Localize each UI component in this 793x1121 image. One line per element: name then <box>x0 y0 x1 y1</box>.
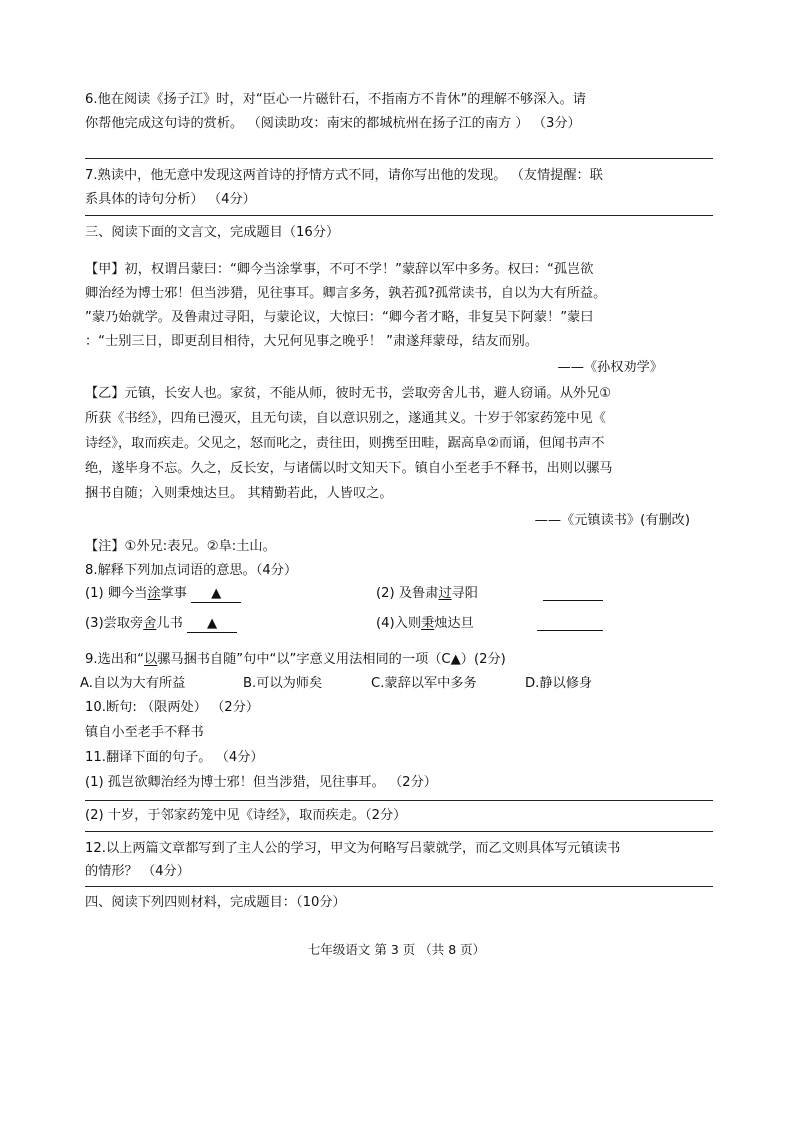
q8-item-4-prefix: (4)入则 <box>376 616 422 631</box>
q8-answer-blank-2[interactable] <box>543 586 603 601</box>
q9-option-c: C.蒙辞以军中多务 <box>371 676 477 691</box>
q11-sentence-2: (2) 十岁，于邻家药笼中见《诗经》，取而疾走。（2分） <box>85 808 407 823</box>
page-footer: 七年级语文 第 3 页 （共 8 页） <box>307 942 486 957</box>
q8-item-3-suffix: 儿书 <box>156 616 183 631</box>
divider <box>85 886 713 887</box>
jia-line-2: 卿治经为博士邪！但当涉猎，见往事耳。卿言多务，孰若孤?孤常读书，自以为大有所益。 <box>85 286 607 301</box>
jia-line-3: ”蒙乃始就学。及鲁肃过寻阳，与蒙论议，大惊曰：“卿今者才略，非复吴下阿蒙！”蒙曰 <box>85 310 594 325</box>
jia-source: ——《孙权劝学》 <box>557 360 663 375</box>
q8-item-1-prefix: (1) 卿今当 <box>85 586 148 601</box>
q8-item-4-dotted-word: 秉 <box>421 616 435 631</box>
q6-line-2: 你帮他完成这句诗的赏析。 （阅读助攻：南宋的都城杭州在扬子江的南方 ） （3分） <box>85 116 581 131</box>
q7-line-2: 系具体的诗句分析） （4分） <box>85 192 256 207</box>
q9-option-a: A.自以为大有所益 <box>80 676 186 691</box>
q10-sentence: 镇自小至老手不释书 <box>85 725 204 740</box>
q8-title: 8.解释下列加点词语的意思。（4分） <box>85 563 298 578</box>
q8-answer-blank-3[interactable]: ▲ <box>187 616 237 633</box>
note: 【注】①外兄:表兄。②阜:土山。 <box>85 539 276 554</box>
section-4-title: 四、阅读下列四则材料，完成题目：（10分） <box>85 895 346 910</box>
jia-line-4: ：“士别三日，即更刮目相待，大兄何见事之晚乎！ ”肃遂拜蒙母，结友而别。 <box>85 334 539 349</box>
q8-item-1 <box>85 584 241 604</box>
divider <box>85 831 713 832</box>
q8-item-2-suffix: 寻阳 <box>451 586 478 601</box>
section-3-title: 三、阅读下面的文言文，完成题目（16分） <box>85 225 340 240</box>
q8-item-1-suffix: 掌事 <box>160 586 187 601</box>
q8-item-4-suffix: 烛达旦 <box>434 616 474 631</box>
q9-option-d: D.静以修身 <box>525 676 593 691</box>
q12-line-2: 的情形？ （4分） <box>85 864 190 879</box>
yi-source: ——《元镇读书》(有删改) <box>534 513 690 528</box>
q8-item-3 <box>85 614 237 634</box>
q7-line-1: 7.熟读中，他无意中发现这两首诗的抒情方式不同，请你写出他的发现。 （友情提醒：联 <box>85 168 603 183</box>
q11-title: 11.翻译下面的句子。 （4分） <box>85 750 264 765</box>
q8-item-2-dotted-word: 过 <box>438 586 452 601</box>
yi-line-2: 所获《书经》，四角已漫灭，且无句读，自以意识别之，遂通其义。十岁于邻家药笼中见《 <box>85 411 606 426</box>
q9-title-pre: 9.选出和“ <box>85 652 144 667</box>
q8-item-1-dotted-word: 涂 <box>147 586 161 601</box>
jia-line-1: 【甲】初，权谓吕蒙曰：“卿今当涂掌事，不可不学！”蒙辞以军中多务。权曰：“孤岂欲 <box>85 262 594 277</box>
q8-item-3-dotted-word: 舍 <box>143 616 157 631</box>
q8-item-4 <box>376 614 474 634</box>
q9-title-dotted-word: 以 <box>143 652 158 667</box>
q9-title-post: 骡马捆书自随”句中“以”字意义用法相同的一项（C▲）(2分) <box>157 652 506 667</box>
q11-sentence-1: (1) 孤岂欲卿治经为博士邪！但当涉猎，见往事耳。 （2分） <box>85 775 437 790</box>
yi-line-1: 【乙】元镇，长安人也。家贫，不能从师，彼时无书，尝取旁舍儿书，避人窃诵。从外兄① <box>85 386 612 401</box>
q12-line-1: 12.以上两篇文章都写到了主人公的学习，甲文为何略写吕蒙就学，而乙文则具体写元镇读书 <box>85 841 621 856</box>
q8-item-2 <box>376 584 478 604</box>
yi-line-4: 绝，遂毕身不忘。久之，反长安，与诸儒以时文知天下。镇自小至老手不释书，出则以骡马 <box>85 461 613 476</box>
q8-item-3-prefix: (3)尝取旁 <box>85 616 144 631</box>
q9-option-b: B.可以为师矣 <box>243 676 323 691</box>
q10-title: 10.断句: （限两处） （2分） <box>85 700 260 715</box>
divider <box>85 800 713 801</box>
yi-line-3: 诗经》，取而疾走。父见之，怒而叱之，责往田，则携至田畦，踞高阜②而诵，但闻书声不 <box>85 436 605 451</box>
q8-item-2-prefix: (2) 及鲁肃 <box>376 586 439 601</box>
q8-answer-blank-1[interactable]: ▲ <box>191 586 241 603</box>
yi-line-5: 捆书自随；入则秉烛达旦。 其精勤若此，人皆叹之。 <box>85 486 393 501</box>
q8-answer-blank-4[interactable] <box>537 616 603 631</box>
q6-line-1: 6.他在阅读《扬子江》时，对“臣心一片磁针石，不指南方不肯休”的理解不够深入。请 <box>85 92 586 107</box>
q9-title <box>85 650 713 670</box>
divider <box>85 215 713 216</box>
divider <box>85 158 713 159</box>
